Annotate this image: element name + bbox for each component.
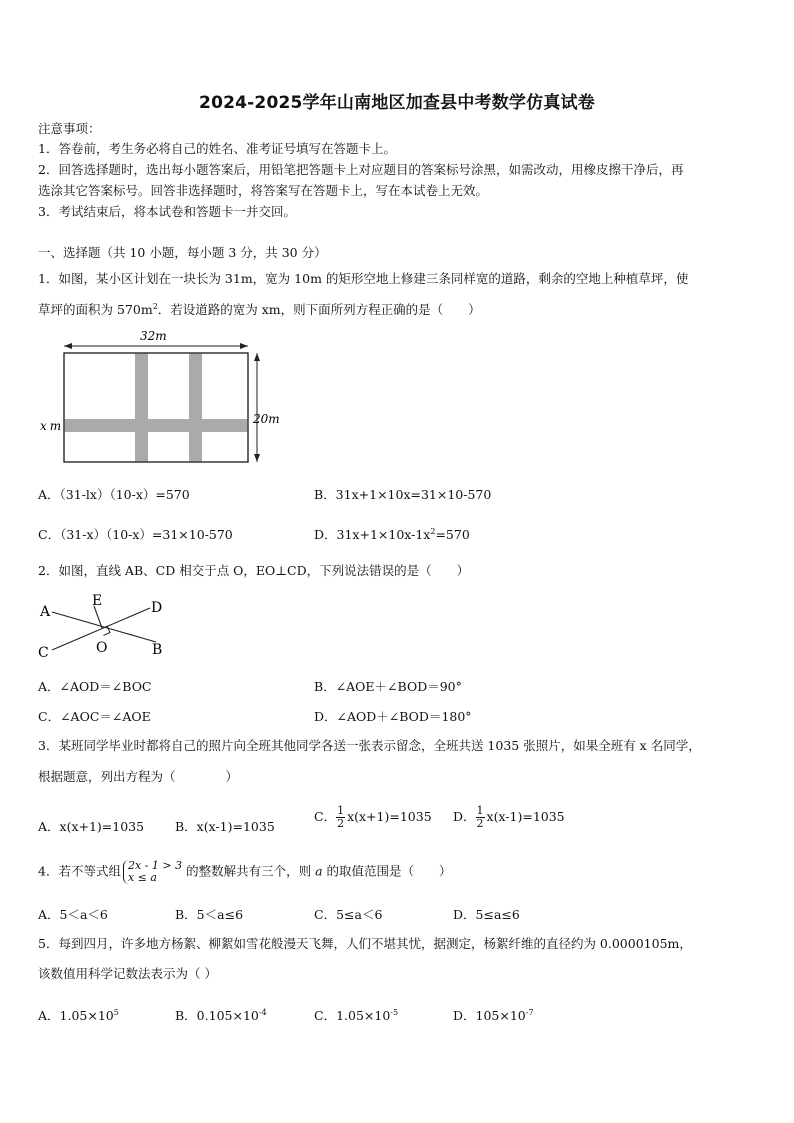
q4-stem: 4．若不等式组 2x - 1 > 3 x ≤ a 的整数解共有三个，则 a 的取值范围是（ ） (38, 859, 452, 884)
q1-road-figure (36, 326, 286, 471)
q1-option-b: B．31x+1×10x=31×10-570 (314, 487, 492, 502)
q2-option-d: D．∠AOD＋∠BOD＝180° (314, 709, 472, 724)
q4-inequality-system: 2x - 1 > 3 x ≤ a (123, 860, 182, 884)
q3-option-d-fraction: $\frac{1}{2}$ (476, 804, 484, 830)
q2-label-e: E (92, 593, 103, 609)
notice-item-2: 2．回答选择题时，选出每小题答案后，用铅笔把答题卡上对应题目的答案标号涂黑，如需改动，用橡皮擦干净后，再 (38, 162, 684, 177)
q1-road-horizontal (64, 419, 248, 432)
q4-option-b: B．5＜a≤6 (175, 907, 244, 922)
q1-label-width: 20m (253, 412, 280, 426)
q2-label-o: O (96, 640, 108, 656)
q2-option-b: B．∠AOE＋∠BOD＝90° (314, 679, 462, 694)
q2-label-a: A (40, 604, 51, 620)
q3-option-b: B．x(x-1)=1035 (175, 819, 275, 834)
notice-item-1: 1．答卷前，考生务必将自己的姓名、准考证号填写在答题卡上。 (38, 141, 396, 156)
q2-label-d: D (151, 600, 163, 616)
q1-stem-line2: 草坪的面积为 $570m^2$．若设道路的宽为 xm，则下面所列方程正确的是（ ） (38, 301, 481, 317)
q2-line-ab (52, 612, 156, 642)
q5-stem-line1: 5．每到四月，许多地方杨絮、柳絮如雪花般漫天飞舞，人们不堪其忧，据测定，杨絮纤维的直径约为 0.0000105m， (38, 936, 692, 951)
q2-label-c: C (38, 645, 49, 661)
q1-field-rect (64, 353, 248, 462)
q1-option-c: C．（31-x）（10-x）=31×10-570 (38, 527, 233, 542)
q3-stem-line1: 3．某班同学毕业时都将自己的照片向全班其他同学各送一张表示留念，全班共送 1035 张照片，如果全班有 x 名同学， (38, 738, 701, 753)
q3-option-d: D． $\frac{1}{2}$ x(x-1)=1035 (453, 804, 565, 830)
q5-stem-line2: 该数值用科学记数法表示为（ ） (38, 966, 217, 981)
q4-option-d: D．5≤a≤6 (453, 907, 520, 922)
notice-heading: 注意事项： (38, 121, 101, 136)
q1-label-road-width: x m (40, 419, 62, 433)
q2-stem: 2．如图，直线 AB、CD 相交于点 O，EO⊥CD，下列说法错误的是（ ） (38, 563, 470, 578)
q1-stem-line1: 1．如图，某小区计划在一块长为 31m，宽为 10m 的矩形空地上修建三条同样宽的道路，剩余的空地上种植草坪，使 (38, 271, 689, 286)
section-heading: 一、选择题（共 10 小题，每小题 3 分，共 30 分） (38, 245, 327, 260)
q2-option-c: C．∠AOC＝∠AOE (38, 709, 151, 724)
q5-option-c: C．$1.05\times 10^{-5}$ (314, 1007, 399, 1023)
notice-item-3: 3．考试结束后，将本试卷和答题卡一并交回。 (38, 204, 296, 219)
q5-option-b: B．$0.105\times 10^{-4}$ (175, 1007, 267, 1023)
q2-lines-figure (36, 590, 176, 662)
q4-option-a: A．5＜a＜6 (38, 907, 108, 922)
page-title: 2024-2025学年山南地区加查县中考数学仿真试卷 (199, 93, 595, 113)
q3-stem-line2: 根据题意，列出方程为（ ） (38, 769, 239, 784)
q3-option-a: A．x(x+1)=1035 (38, 819, 145, 834)
q1-road-vertical-1 (135, 353, 148, 462)
q3-option-c: C． $\frac{1}{2}$ x(x+1)=1035 (314, 804, 432, 830)
notice-item-2-cont: 选涂其它答案标号。回答非选择题时，将答案写在答题卡上，写在本试卷上无效。 (38, 183, 489, 198)
q1-label-length: 32m (140, 329, 167, 343)
q1-road-vertical-2 (189, 353, 202, 462)
q2-label-b: B (152, 642, 163, 658)
q2-option-a: A．∠AOD＝∠BOC (38, 679, 152, 694)
q1-option-d: D．$31x+1\times 10x-1x^2=570$ (314, 526, 470, 542)
q3-option-c-fraction: $\frac{1}{2}$ (337, 804, 345, 830)
q5-option-a: A．$1.05\times 10^5$ (38, 1007, 119, 1023)
q5-option-d: D．$105\times 10^{-7}$ (453, 1007, 534, 1023)
q4-option-c: C．5≤a＜6 (314, 907, 383, 922)
q1-option-a: A．（31-lx）（10-x）=570 (38, 487, 190, 502)
